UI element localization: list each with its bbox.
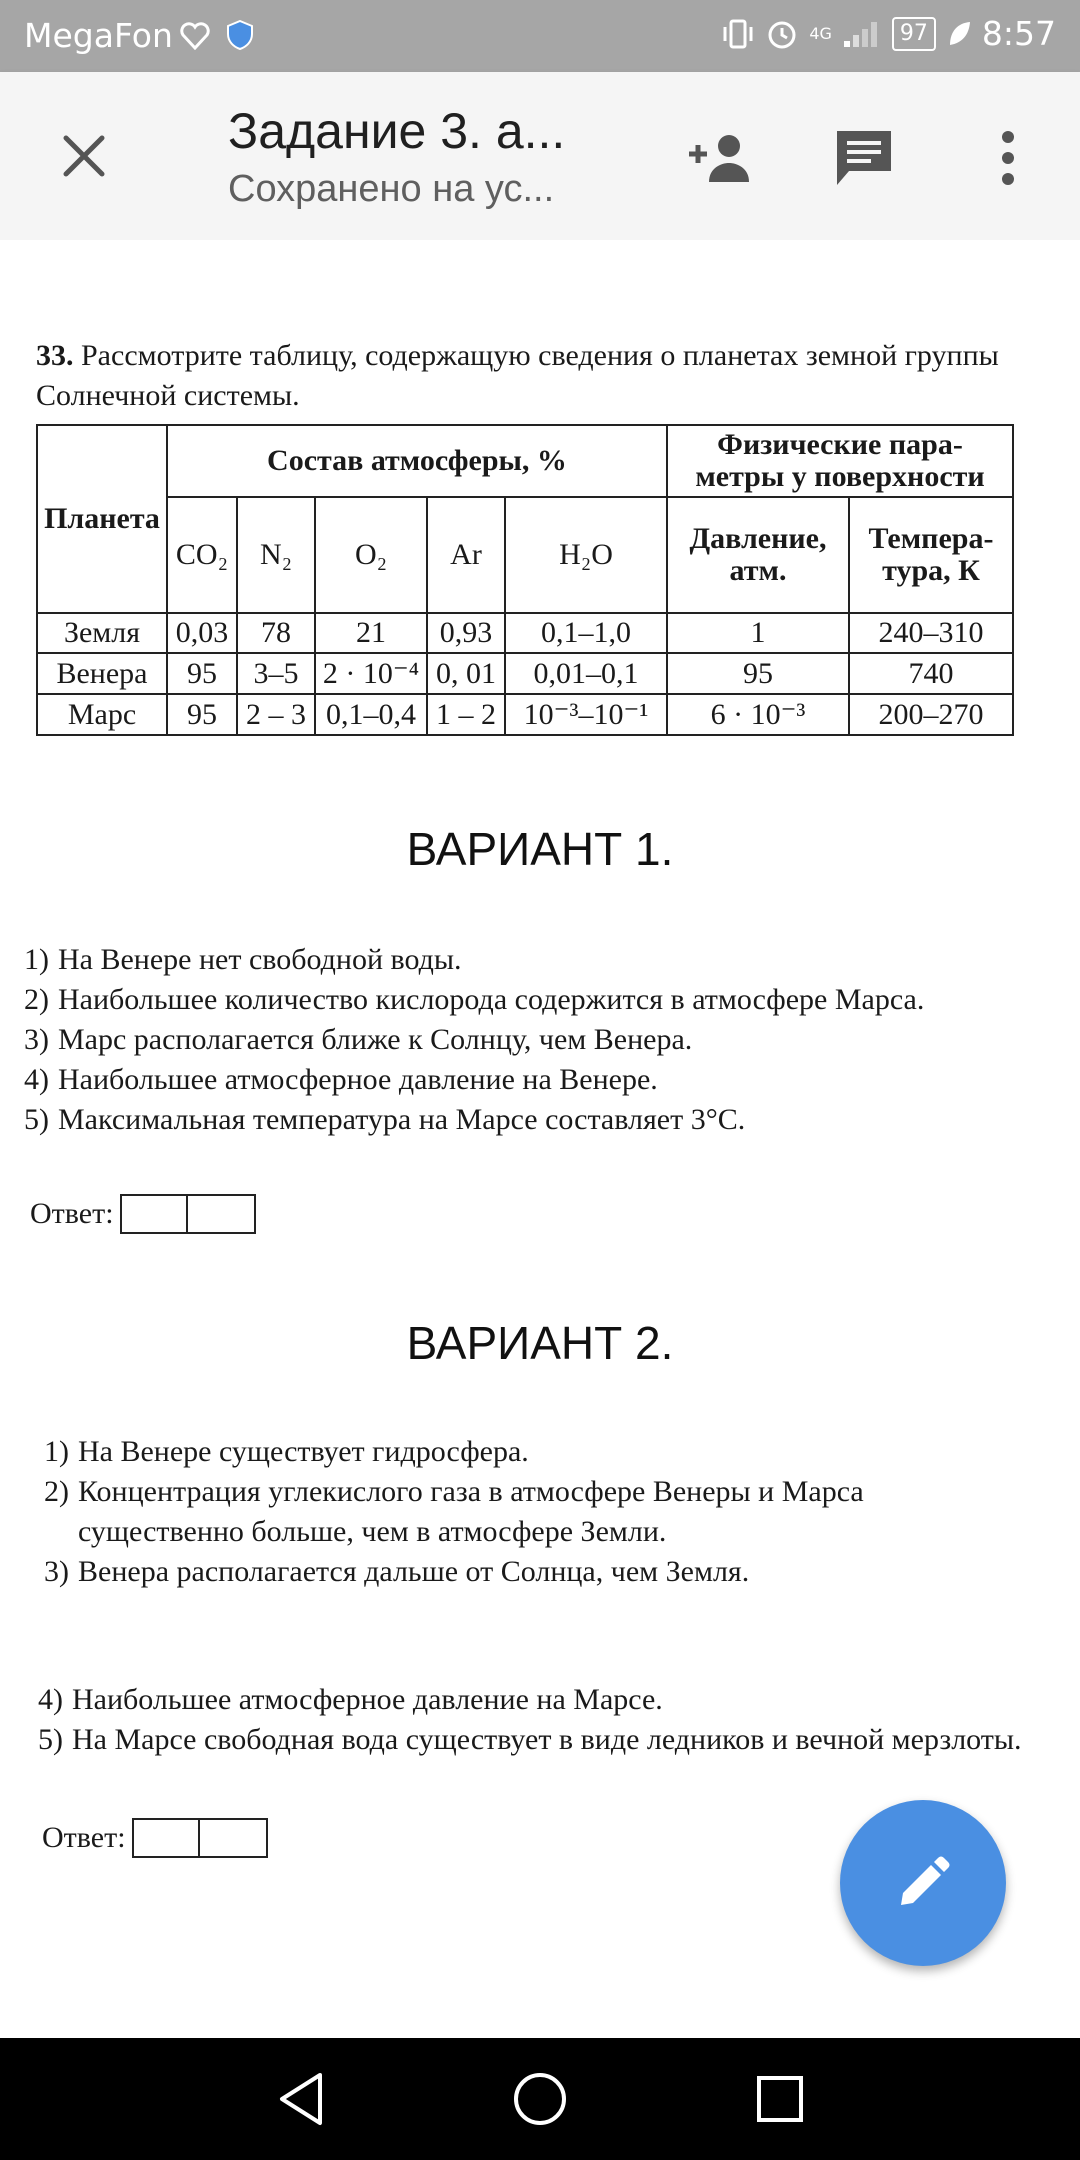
physical-header: Физические пара- метры у поверхности: [667, 425, 1013, 497]
item-number: 1): [44, 1435, 69, 1468]
item-text: Наибольшее количество кислорода содержится в атмосфере Марса.: [58, 983, 925, 1016]
cell-ar: 0, 01: [427, 653, 505, 694]
home-button[interactable]: [505, 2064, 575, 2134]
item-number: 3): [44, 1555, 69, 1588]
question-text: Рассмотрите таблицу, содержащую сведения о планетах земной группы Солнечной системы.: [36, 339, 999, 412]
variant-2-title: ВАРИАНТ 2.: [406, 1317, 674, 1369]
planet-name: Марс: [37, 694, 167, 735]
status-icons: [721, 14, 1056, 53]
item-text: На Венере существует гидросфера.: [78, 1435, 529, 1468]
comments-button[interactable]: [828, 126, 900, 190]
close-button[interactable]: [52, 124, 116, 188]
question-intro: [36, 336, 1066, 416]
cell-co2: 95: [167, 653, 237, 694]
item-number: 5): [24, 1103, 49, 1136]
list-item: [38, 1720, 1034, 1760]
document-title: Задание 3. а...: [228, 103, 566, 159]
item-text: Венера располагается дальше от Солнца, чем Земля.: [78, 1555, 750, 1588]
temperature-header: Темпера- тура, К: [849, 497, 1013, 613]
cell-co2: 95: [167, 694, 237, 735]
list-item: [44, 1472, 1034, 1552]
table-row: [37, 613, 1013, 653]
item-text: Наибольшее атмосферное давление на Венере.: [58, 1063, 658, 1096]
alarm-icon: [765, 17, 799, 51]
list-item: [38, 1680, 1034, 1720]
variant-1-answer: [30, 1194, 256, 1234]
item-text: Концентрация углекислого газа в атмосфере Венеры и Марса существенно больше, чем в атмосфере Земли.: [78, 1475, 864, 1548]
recents-icon: [755, 2074, 805, 2124]
item-number: 4): [24, 1063, 49, 1096]
app-bar: [0, 72, 1080, 240]
item-text: На Венере нет свободной воды.: [58, 943, 462, 976]
cell-temperature: 240–310: [849, 613, 1013, 653]
cell-h2o: 0,01–0,1: [505, 653, 667, 694]
item-number: 4): [38, 1683, 63, 1716]
cell-n2: 78: [237, 613, 315, 653]
planets-table: [36, 424, 1014, 736]
recents-button[interactable]: [745, 2064, 815, 2134]
variant-1-list: [24, 940, 1004, 1140]
clock: 8:57: [981, 14, 1056, 53]
item-text: На Марсе свободная вода существует в виде ледников и вечной мерзлоты.: [72, 1723, 1022, 1756]
item-text: Максимальная температура на Марсе составляет 3°С.: [58, 1103, 746, 1136]
table-row: [37, 653, 1013, 694]
pressure-header: Давление, атм.: [667, 497, 849, 613]
gas-header-n2: N₂: [237, 497, 315, 613]
answer-label: Ответ:: [30, 1197, 114, 1230]
cell-n2: 3–5: [237, 653, 315, 694]
cell-pressure: 95: [667, 653, 849, 694]
cell-h2o: 10⁻³–10⁻¹: [505, 694, 667, 735]
more-vert-icon: [1000, 130, 1016, 186]
cell-o2: 21: [315, 613, 427, 653]
document-content: [0, 240, 1080, 2038]
cell-o2: 2 · 10⁻⁴: [315, 653, 427, 694]
answer-label: Ответ:: [42, 1821, 126, 1854]
list-item: [44, 1552, 1034, 1592]
list-item: [24, 1020, 1004, 1060]
home-icon: [512, 2071, 568, 2127]
list-item: [24, 1100, 1004, 1140]
answer-box: [188, 1194, 256, 1234]
cell-temperature: 740: [849, 653, 1013, 694]
variant-1-title: ВАРИАНТ 1.: [406, 823, 674, 875]
edit-fab-button[interactable]: [840, 1800, 1006, 1966]
variant-2-list: [44, 1432, 1034, 1592]
answer-box: [200, 1818, 268, 1858]
cell-ar: 1 – 2: [427, 694, 505, 735]
leaf-icon: [946, 19, 972, 49]
cell-co2: 0,03: [167, 613, 237, 653]
battery-level: 97: [892, 17, 936, 51]
cell-pressure: 6 · 10⁻³: [667, 694, 849, 735]
comment-icon: [833, 127, 895, 189]
planet-name: Земля: [37, 613, 167, 653]
planet-name: Венера: [37, 653, 167, 694]
cell-pressure: 1: [667, 613, 849, 653]
gas-header-co2: CO₂: [167, 497, 237, 613]
item-number: 2): [24, 983, 49, 1016]
item-number: 3): [24, 1023, 49, 1056]
cell-n2: 2 – 3: [237, 694, 315, 735]
item-text: Марс располагается ближе к Солнцу, чем Венера.: [58, 1023, 693, 1056]
variant-2-list-continued: [38, 1680, 1034, 1760]
close-icon: [60, 132, 108, 180]
heart-icon: [180, 22, 210, 50]
variant-2-answer: [42, 1818, 268, 1858]
list-item: [44, 1432, 1034, 1472]
item-number: 5): [38, 1723, 63, 1756]
cell-ar: 0,93: [427, 613, 505, 653]
cell-h2o: 0,1–1,0: [505, 613, 667, 653]
atmosphere-header: Состав атмосферы, %: [167, 425, 667, 497]
item-number: 2): [44, 1475, 69, 1508]
back-button[interactable]: [266, 2064, 336, 2134]
gas-header-ar: Ar: [427, 497, 505, 613]
signal-icon: [842, 19, 882, 49]
status-bar: [0, 0, 1080, 72]
network-type: 4G: [809, 23, 832, 43]
back-icon: [276, 2071, 326, 2127]
table-row: [37, 694, 1013, 735]
carrier-name: MegaFon: [24, 16, 173, 55]
gas-header-o2: O₂: [315, 497, 427, 613]
gas-header-h2o: H₂O: [505, 497, 667, 613]
more-options-button[interactable]: [972, 126, 1044, 190]
save-status: Сохранено на ус...: [228, 168, 555, 210]
item-text: Наибольшее атмосферное давление на Марсе.: [72, 1683, 663, 1716]
add-person-icon: [685, 132, 755, 184]
share-button[interactable]: [684, 126, 756, 190]
shield-icon: [226, 20, 254, 50]
navigation-bar: [0, 2038, 1080, 2160]
cell-o2: 0,1–0,4: [315, 694, 427, 735]
list-item: [24, 1060, 1004, 1100]
vibrate-icon: [721, 18, 755, 50]
edit-pencil-icon: [893, 1853, 953, 1913]
item-number: 1): [24, 943, 49, 976]
list-item: [24, 980, 1004, 1020]
list-item: [24, 940, 1004, 980]
cell-temperature: 200–270: [849, 694, 1013, 735]
planet-header: Планета: [37, 425, 167, 613]
answer-box: [120, 1194, 188, 1234]
question-number: 33.: [36, 339, 74, 372]
answer-box: [132, 1818, 200, 1858]
